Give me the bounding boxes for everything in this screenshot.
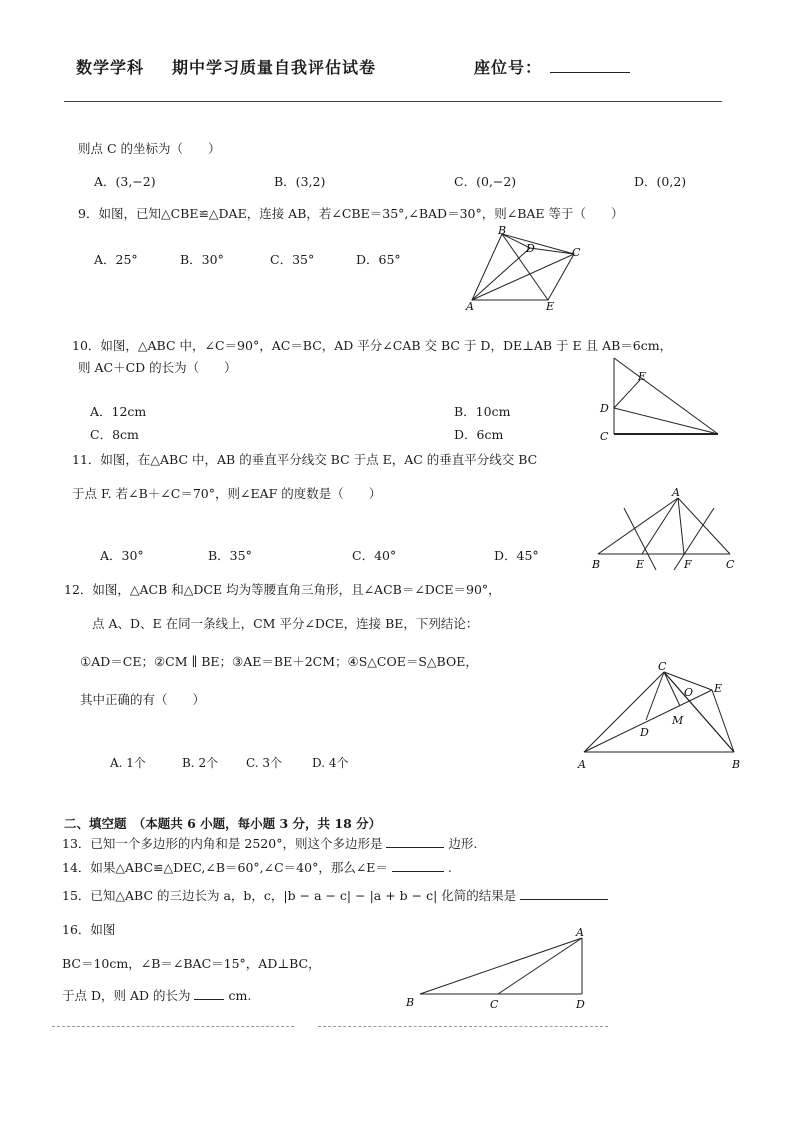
q15-blank[interactable] <box>520 887 608 900</box>
q8-option-b[interactable]: B．(3,2) <box>274 174 326 189</box>
q13 <box>62 834 477 852</box>
q12-label-c: C <box>658 660 667 673</box>
q14 <box>62 858 452 876</box>
q15 <box>62 886 608 904</box>
q10-label-e: E <box>638 370 647 383</box>
q12-option-b[interactable]: B. 2个 <box>182 756 219 770</box>
q16-label-b: B <box>406 996 415 1009</box>
q11-figure <box>590 484 740 574</box>
q9-label-c: C <box>572 246 581 259</box>
q9-option-b[interactable]: B．30° <box>180 252 224 267</box>
q11-option-d[interactable]: D．45° <box>494 548 539 563</box>
q16-blank[interactable] <box>194 987 224 1000</box>
q16-label-d: D <box>576 998 585 1011</box>
footer-rule-left <box>52 1026 294 1027</box>
q11-option-a[interactable]: A．30° <box>100 548 144 563</box>
q12-option-c[interactable]: C. 3个 <box>246 756 283 770</box>
q11-label-a: A <box>672 486 680 499</box>
q8-option-c[interactable]: C．(0,−2) <box>454 174 517 189</box>
q9-option-c[interactable]: C．35° <box>270 252 315 267</box>
q11-option-c[interactable]: C．40° <box>352 548 397 563</box>
q9-option-a[interactable]: A．25° <box>94 252 138 267</box>
q11-label-f: F <box>684 558 692 571</box>
q8-option-a[interactable]: A．(3,−2) <box>94 174 156 189</box>
q14-blank[interactable] <box>392 859 444 872</box>
q14-suffix: . <box>447 860 452 875</box>
q16-line2 <box>62 986 251 1004</box>
q13-suffix: 边形. <box>448 836 478 851</box>
q10-stem-line2: 则 AC＋CD 的长为（ ） <box>78 360 237 375</box>
q12-label-m: M <box>672 714 684 727</box>
q12-label-b: B <box>732 758 741 771</box>
q9-label-a: A <box>466 300 474 313</box>
q11-label-b: B <box>592 558 601 571</box>
q9-outline <box>472 234 574 300</box>
q16-intro: 16．如图 <box>62 922 116 937</box>
q10-label-d: D <box>600 402 609 415</box>
q11-label-c: C <box>726 558 735 571</box>
q13-text: 13．已知一个多边形的内角和是 2520°，则这个多边形是 <box>62 836 383 851</box>
q12-conclusions: ①AD＝CE；②CM ∥ BE；③AE＝BE＋2CM；④S△COE＝S△BOE， <box>80 654 478 669</box>
exam-title: 期中学习质量自我评估试卷 <box>172 58 377 77</box>
q13-blank[interactable] <box>386 835 444 848</box>
section2-heading: 二、填空题 （本题共 6 小题，每小题 3 分，共 18 分） <box>64 816 382 831</box>
seat-number-label: 座位号： <box>474 58 543 77</box>
q14-text: 14．如果△ABC≌△DEC,∠B＝60°,∠C＝40°，那么∠E＝ <box>62 860 388 875</box>
q12-label-o: O <box>684 686 694 699</box>
header-rule <box>64 101 722 102</box>
q8-stem: 则点 C 的坐标为（ ） <box>78 141 221 156</box>
q10-label-c: C <box>600 430 609 443</box>
q12-label-d: D <box>640 726 649 739</box>
q11-option-b[interactable]: B．35° <box>208 548 252 563</box>
q11-label-e: E <box>636 558 645 571</box>
q16-label-c: C <box>490 998 499 1011</box>
q15-text: 15．已知△ABC 的三边长为 a，b，c，|b − a − c| − |a + b − c| 化简的结果是 <box>62 888 517 903</box>
q16-line1: BC＝10cm，∠B＝∠BAC＝15°，AD⊥BC， <box>62 956 321 971</box>
q12-label-e: E <box>714 682 723 695</box>
q10-option-d[interactable]: D．6cm <box>454 427 504 442</box>
footer-rule-right <box>318 1026 608 1027</box>
q16-line2-prefix: 于点 D，则 AD 的长为 <box>62 988 191 1003</box>
q12-label-a: A <box>578 758 586 771</box>
q12-stem-line2: 点 A、D、E 在同一条线上，CM 平分∠DCE，连接 BE，下列结论： <box>92 616 479 631</box>
q9-stem: 9．如图，已知△CBE≌△DAE，连接 AB，若∠CBE＝35°,∠BAD＝30°，则∠BAE 等于（ ） <box>78 206 624 221</box>
q10-option-a[interactable]: A．12cm <box>90 404 147 419</box>
q16-figure <box>402 924 602 1014</box>
q9-option-d[interactable]: D．65° <box>356 252 401 267</box>
q11-stem-line2: 于点 F. 若∠B＋∠C＝70°，则∠EAF 的度数是（ ） <box>72 486 382 501</box>
subject-label: 数学学科 <box>76 58 145 77</box>
q12-stem-line4: 其中正确的有（ ） <box>80 692 206 707</box>
seat-number-field[interactable] <box>550 72 630 73</box>
q9-label-e: E <box>546 300 555 313</box>
q12-option-a[interactable]: A. 1个 <box>110 756 146 770</box>
q10-option-b[interactable]: B．10cm <box>454 404 511 419</box>
q10-figure <box>592 352 726 444</box>
q9-label-b: B <box>498 224 507 237</box>
q10-stem-line1: 10．如图，△ABC 中，∠C＝90°，AC＝BC，AD 平分∠CAB 交 BC 于 D，DE⊥AB 于 E 且 AB＝6cm， <box>72 338 673 353</box>
q12-stem-line1: 12．如图，△ACB 和△DCE 均为等腰直角三角形，且∠ACB＝∠DCE＝90°， <box>64 582 501 597</box>
q9-label-d: D <box>526 242 535 255</box>
q16-label-a: A <box>576 926 584 939</box>
q16-unit: cm. <box>228 988 252 1003</box>
q12-figure <box>576 656 742 772</box>
q11-stem-line1: 11．如图，在△ABC 中，AB 的垂直平分线交 BC 于点 E，AC 的垂直平分线交 BC <box>72 452 538 467</box>
q12-option-d[interactable]: D. 4个 <box>312 756 349 770</box>
q8-option-d[interactable]: D．(0,2) <box>634 174 687 189</box>
q9-figure <box>462 224 592 314</box>
q10-option-c[interactable]: C．8cm <box>90 427 139 442</box>
